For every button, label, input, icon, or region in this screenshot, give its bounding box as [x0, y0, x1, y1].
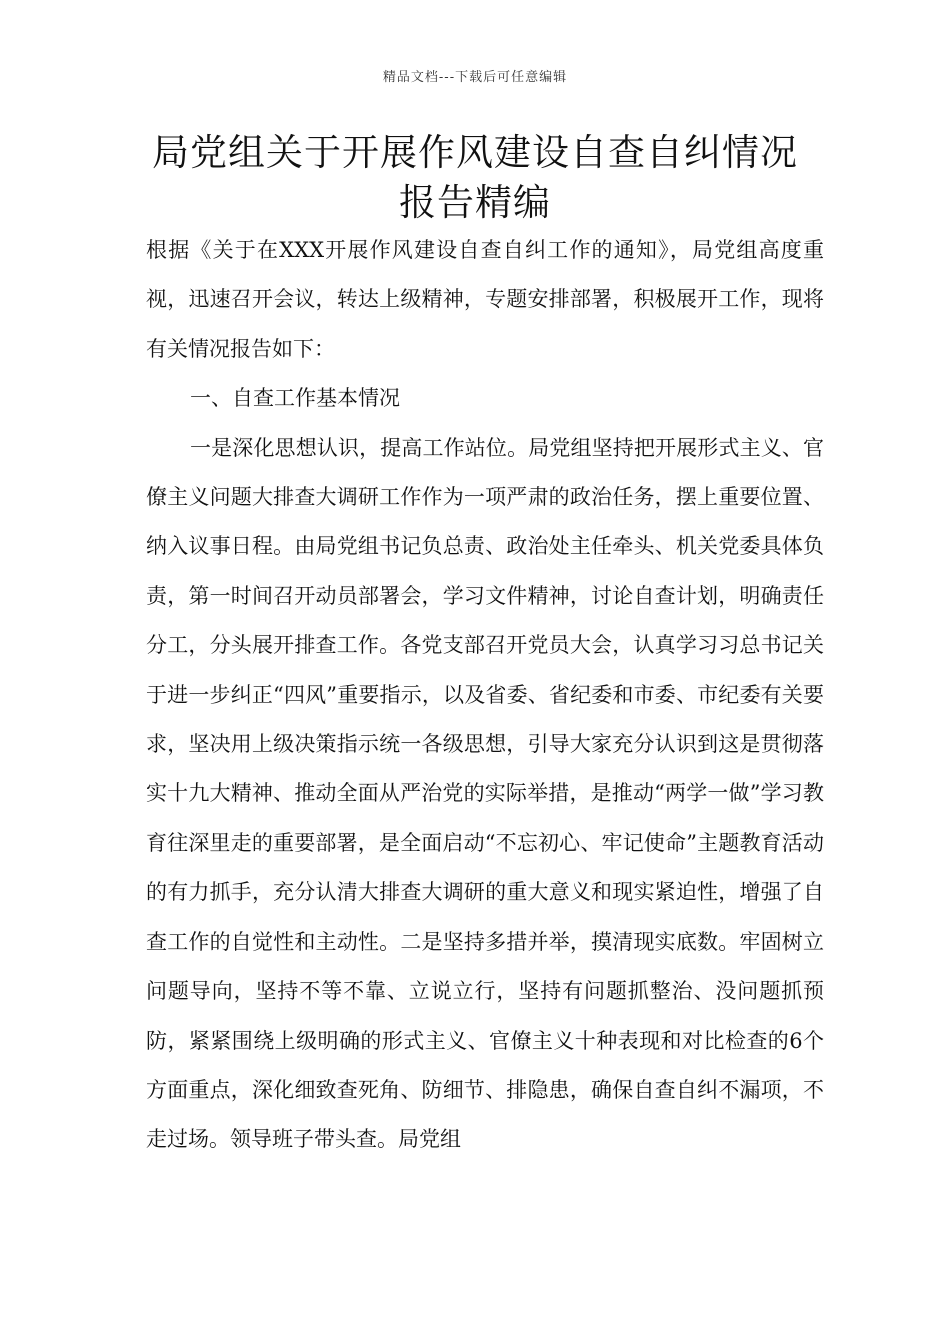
intro-paragraph: 根据《关于在XXX开展作风建设自查自纠工作的通知》，局党组高度重视，迅速召开会议，转达上级精神，专题安排部署，积极展开工作，现将有关情况报告如下： [146, 238, 824, 361]
title-line-2: 报告精编 [399, 181, 551, 224]
page-header-note: 精品文档---下载后可任意编辑 [382, 70, 568, 85]
document-title [120, 128, 830, 228]
body-paragraph: 一是深化思想认识，提高工作站位。局党组坚持把开展形式主义、官僚主义问题大排查大调研工作作为一项严肃的政治任务，摆上重要位置、纳入议事日程。由局党组书记负总责、政治处主任牵头、机关党委具体负责，第一时间召开动员部署会，学习文件精神，讨论自查计划，明确责任分工，分头展开排查工作。各党支部召开党员大会，认真学习习总书记关于进一步纠正“四风”重要指示，以及省委、省纪委和市委、市纪委有关要求，坚决用上级决策指示统一各级思想，引导大家充分认识到这是贯彻落实十九大精神、推动全面从严治党的实际举措，是推动“两学一做”学习教育往深里走的重要部署，是全面启动“不忘初心、牢记使命”主题教育活动的有力抓手，充分认清大排查大调研的重大意义和现实紧迫性，增强了自查工作的自觉性和主动性。二是坚持多措并举，摸清现实底数。牢固树立问题导向，坚持不等不靠、立说立行，坚持有问题抓整治、没问题抓预防，紧紧围绕上级明确的形式主义、官僚主义十种表现和对比检查的6个方面重点，深化细致查死角、防细节、排隐患，确保自查自纠不漏项，不走过场。领导班子带头查。局党组 [146, 435, 824, 1152]
section-heading: 一、自查工作基本情况 [190, 386, 400, 411]
document-body [146, 226, 824, 1165]
title-line-1: 局党组关于开展作风建设自查自纠情况 [152, 131, 798, 174]
